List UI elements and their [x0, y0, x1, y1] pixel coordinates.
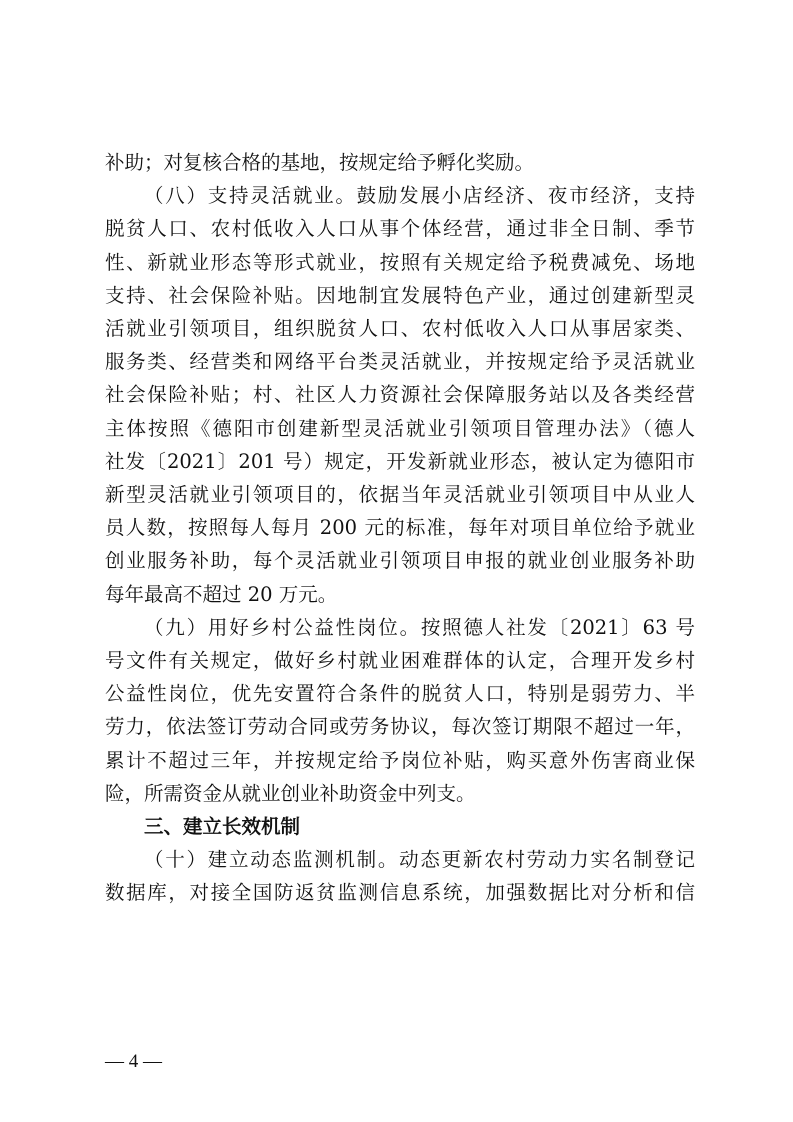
text-line: 主体按照《德阳市创建新型灵活就业引领项目管理办法》（德人 — [105, 416, 695, 440]
text-line: 创业服务补助，每个灵活就业引领项目申报的就业创业服务补助 — [105, 549, 695, 573]
text-line: （十）建立动态监测机制。动态更新农村劳动力实名制登记 — [144, 848, 695, 872]
text-line: （九）用好乡村公益性岗位。按照德人社发〔2021〕63 号 — [144, 615, 695, 639]
text-line: 数据库，对接全国防返贫监测信息系统，加强数据比对分析和信 — [105, 881, 695, 905]
text-line: 性、新就业形态等形式就业，按照有关规定给予税费减免、场地 — [105, 250, 695, 274]
page-number: — 4 — — [105, 1051, 162, 1072]
text-line: 活就业引领项目，组织脱贫人口、农村低收入人口从事居家类、 — [105, 317, 695, 341]
text-line: 号文件有关规定，做好乡村就业困难群体的认定，合理开发乡村 — [105, 649, 695, 673]
text-line: 补助；对复核合格的基地，按规定给予孵化奖励。 — [105, 151, 535, 174]
text-line: 支持、社会保险补贴。因地制宜发展特色产业，通过创建新型灵 — [105, 283, 695, 307]
text-line: 社发〔2021〕201 号）规定，开发新就业形态，被认定为德阳市 — [105, 449, 695, 473]
text-line: 险，所需资金从就业创业补助资金中列支。 — [105, 781, 476, 805]
text-line: 公益性岗位，优先安置符合条件的脱贫人口，特别是弱劳力、半 — [105, 682, 695, 706]
section-heading: 三、建立长效机制 — [144, 815, 301, 839]
body-text — [105, 146, 695, 910]
text-line: 劳力，依法签订劳动合同或劳务协议，每次签订期限不超过一年， — [105, 715, 695, 739]
text-line: 每年最高不超过 20 万元。 — [105, 582, 338, 606]
text-line: 员人数，按照每人每月 200 元的标准，每年对项目单位给予就业 — [105, 516, 695, 540]
text-line: 服务类、经营类和网络平台类灵活就业，并按规定给予灵活就业 — [105, 350, 695, 374]
text-line: （八）支持灵活就业。鼓励发展小店经济、夜市经济，支持 — [144, 184, 695, 208]
text-line: 社会保险补贴；村、社区人力资源社会保障服务站以及各类经营 — [105, 383, 695, 407]
text-line: 新型灵活就业引领项目的，依据当年灵活就业引领项目中从业人 — [105, 483, 695, 507]
text-line: 脱贫人口、农村低收入人口从事个体经营，通过非全日制、季节 — [105, 217, 695, 241]
text-line: 累计不超过三年，并按规定给予岗位补贴，购买意外伤害商业保 — [105, 748, 695, 772]
